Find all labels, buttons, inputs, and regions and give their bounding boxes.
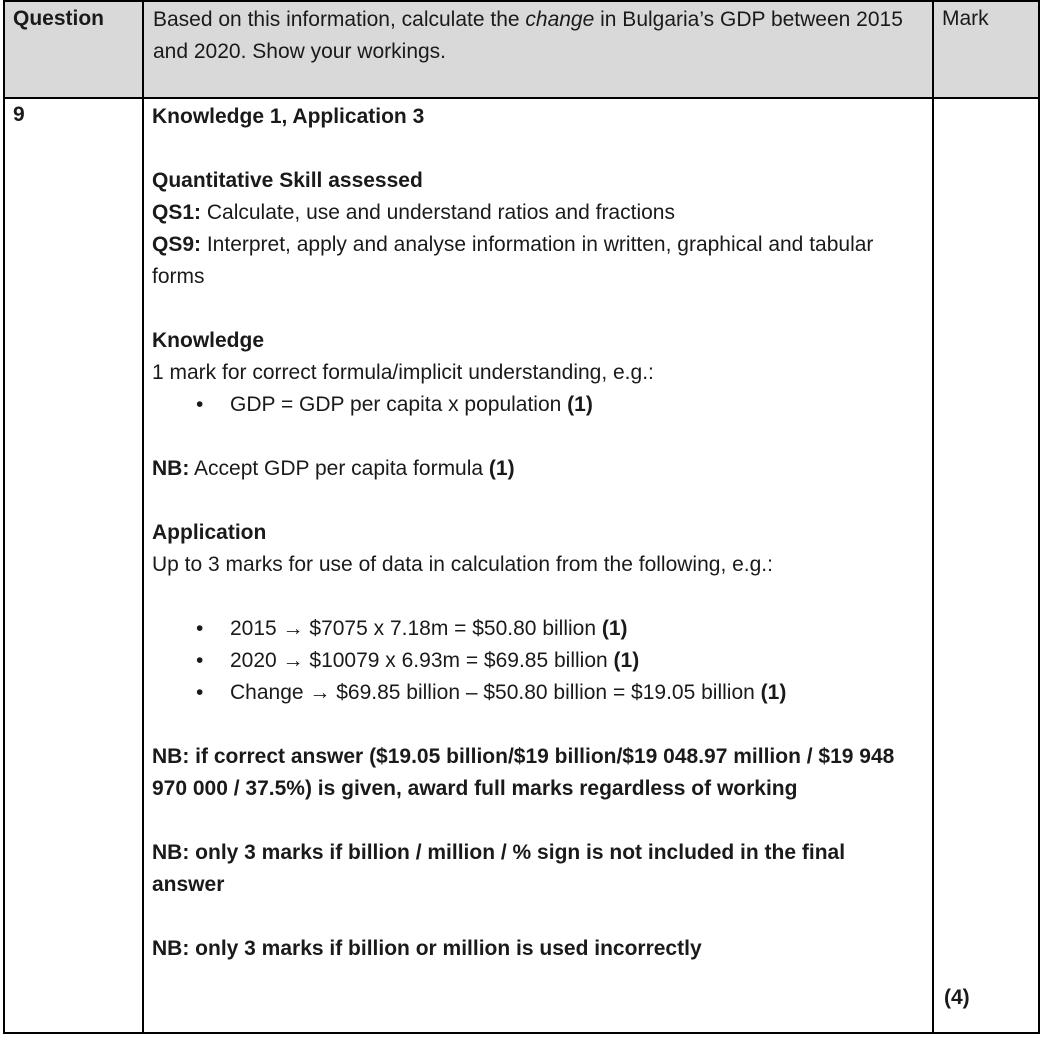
qs-heading: Quantitative Skill assessed	[152, 169, 423, 192]
mark-cell	[933, 98, 1039, 1033]
nb-full-marks-note: NB: if correct answer ($19.05 billion/$19 billion/$19 048.97 million / $19 948 970 000 / 37.5%) is given, award full marks regardless of working	[152, 745, 895, 800]
knowledge-bullet-list	[152, 389, 922, 421]
nb-incorrect-units-note: NB: only 3 marks if billion or million is used incorrectly	[152, 937, 702, 960]
question-label: Question	[13, 7, 105, 30]
nb-formula-note: NB: Accept GDP per capita formula (1)	[152, 457, 515, 480]
answer-row	[4, 98, 1039, 1033]
mark-scheme-table	[3, 0, 1040, 1034]
guidance-content	[144, 99, 932, 965]
qs1-line: QS1: Calculate, use and understand ratios and fractions	[152, 201, 675, 224]
list-item: • Change → $69.85 billion – $50.80 billion = $19.05 billion (1)	[152, 677, 922, 709]
assessment-heading: Knowledge 1, Application 3	[152, 105, 425, 128]
question-text: Based on this information, calculate the change in Bulgaria’s GDP between 2015 and 2020. Show your workings.	[153, 8, 903, 63]
knowledge-heading: Knowledge	[152, 329, 265, 352]
question-header-cell	[4, 1, 143, 98]
qs9-line: QS9: Interpret, apply and analyse information in written, graphical and tabular forms	[152, 233, 874, 288]
knowledge-text: 1 mark for correct formula/implicit understanding, e.g.:	[152, 361, 654, 384]
question-text-cell	[143, 1, 933, 98]
application-heading: Application	[152, 521, 267, 544]
mark-header-cell	[933, 1, 1039, 98]
question-number-cell	[4, 98, 143, 1033]
question-text-emphasis: change	[525, 8, 595, 31]
list-item: • GDP = GDP per capita x population (1)	[152, 389, 922, 421]
question-number: 9	[13, 103, 25, 126]
guidance-cell	[143, 98, 933, 1033]
mark-label: Mark	[942, 7, 989, 30]
application-bullet-list	[152, 613, 922, 709]
header-row	[4, 1, 1039, 98]
list-item: • 2015 → $7075 x 7.18m = $50.80 billion (1)	[152, 613, 922, 645]
total-mark: (4)	[944, 986, 970, 1009]
nb-units-note: NB: only 3 marks if billion / million / % sign is not included in the final answer	[152, 841, 846, 896]
list-item: • 2020 → $10079 x 6.93m = $69.85 billion (1)	[152, 645, 922, 677]
application-text: Up to 3 marks for use of data in calculation from the following, e.g.:	[152, 553, 773, 576]
